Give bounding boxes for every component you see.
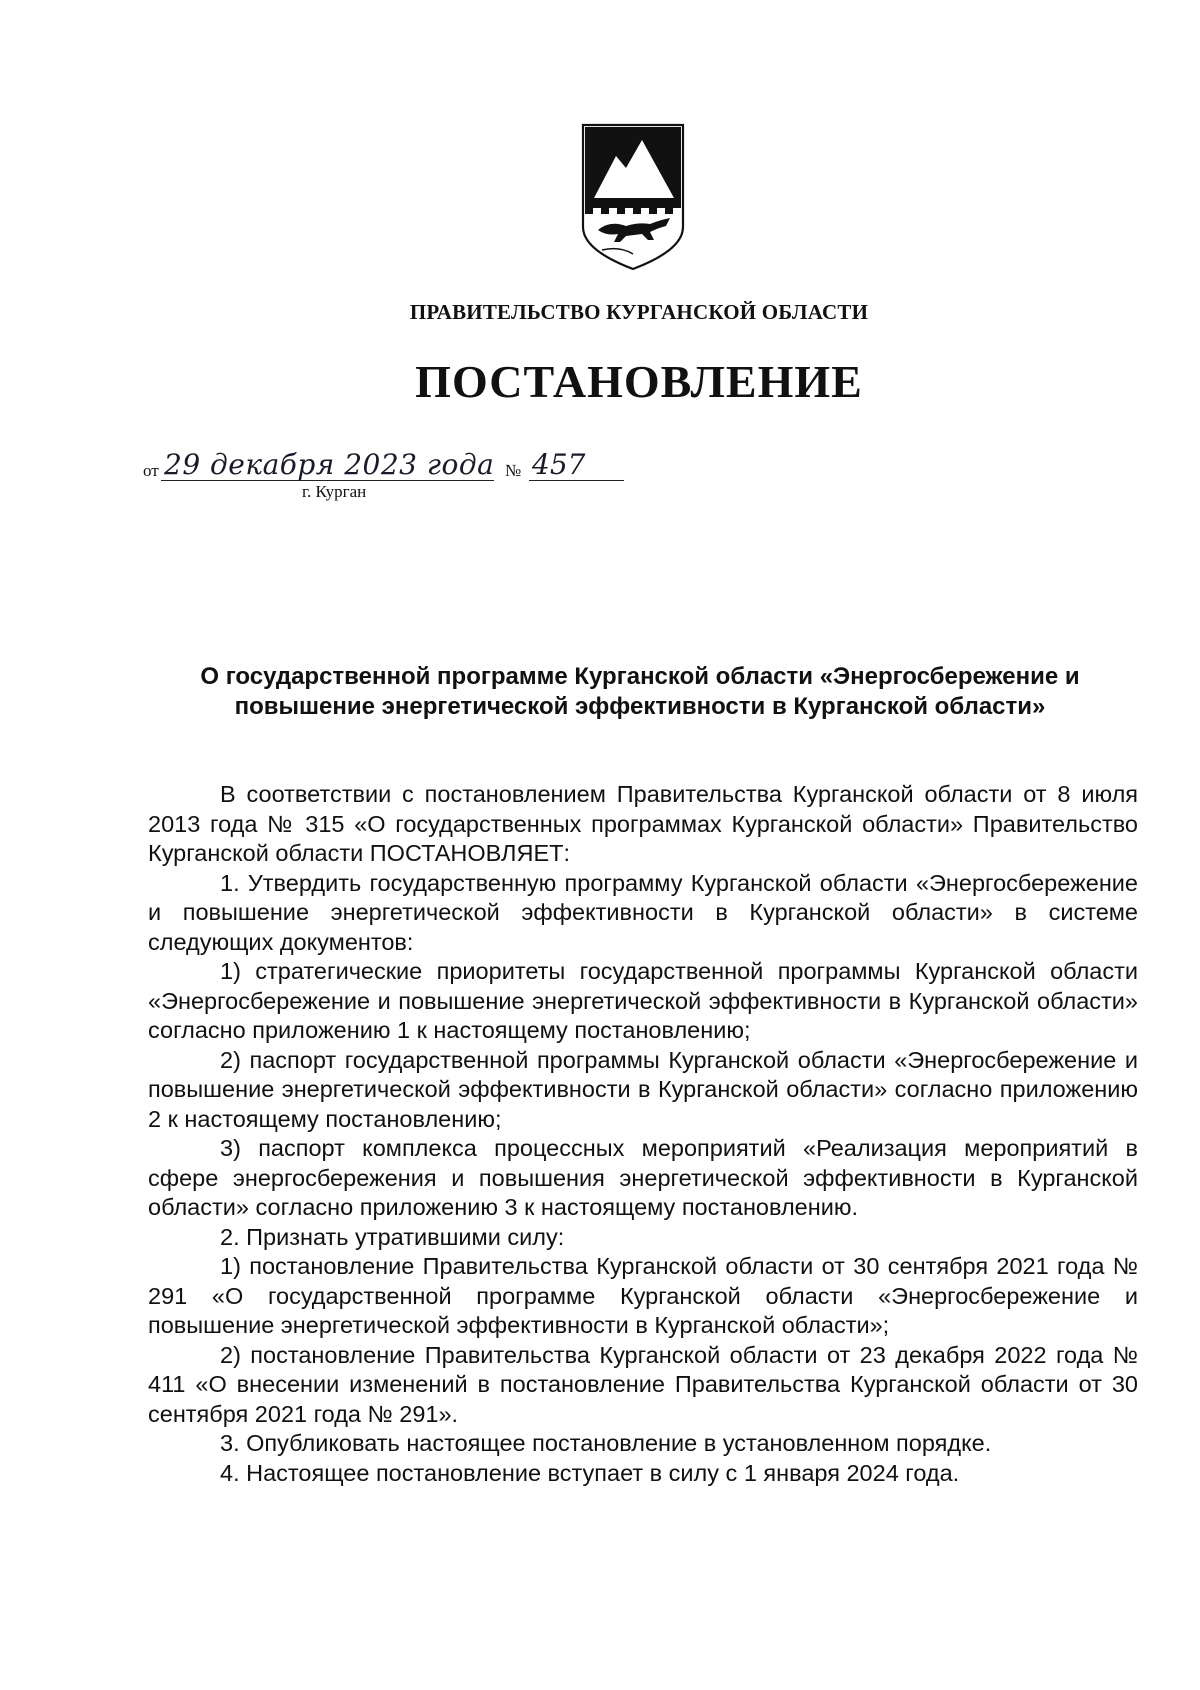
city-label: г. Курган — [302, 482, 367, 501]
government-name: ПРАВИТЕЛЬСТВО КУРГАНСКОЙ ОБЛАСТИ — [409, 300, 869, 324]
paragraph: 2) постановление Правительства Курганской области от 23 декабря 2022 года № 411 «О внесении изменений в постановление Правительства Курганской области от 30 сентября 2021 года № 291». — [148, 1341, 1138, 1427]
coat-of-arms-icon — [580, 122, 686, 272]
date-underline — [161, 480, 494, 481]
paragraph: 3) паспорт комплекса процессных мероприятий «Реализация мероприятий в сфере энергосбережения и повышения энергетической эффективности в Курганской области» согласно приложению 3 к настоящему постановлению. — [148, 1135, 1138, 1220]
paragraph: В соответствии с постановлением Правительства Курганской области от 8 июля 2013 года № 315 «О государственных программах Курганской области» Правительство Курганской области ПОСТАНОВЛЯЕТ: — [148, 781, 1138, 866]
paragraph: 2. Признать утратившими силу: — [220, 1223, 565, 1250]
paragraph: 4. Настоящее постановление вступает в силу с 1 января 2024 года. — [220, 1459, 960, 1486]
handwritten-date: 29 декабря 2023 года — [164, 448, 495, 481]
paragraph: 3. Опубликовать настоящее постановление в установленном порядке. — [220, 1430, 992, 1456]
date-prefix: от — [143, 461, 159, 480]
number-underline — [529, 480, 624, 481]
document-title: О государственной программе Курганской области «Энергосбережение и повышение энергетической эффективности в Курганской области» — [200, 663, 1080, 720]
document-type-heading: ПОСТАНОВЛЕНИЕ — [415, 356, 863, 407]
paragraph: 2) паспорт государственной программы Курганской области «Энергосбережение и повышение энергетической эффективности в Курганской области» согласно приложению 2 к настоящему постановлению; — [148, 1046, 1138, 1132]
paragraph: 1. Утвердить государственную программу Курганской области «Энергосбережение и повышение энергетической эффективности в Курганской области» в системе следующих документов: — [148, 869, 1138, 955]
paragraph: 1) постановление Правительства Курганской области от 30 сентября 2021 года № 291 «О государственной программе Курганской области «Энергосбережение и повышение энергетической эффективности в Курганской области»; — [148, 1253, 1138, 1338]
number-prefix: № — [505, 461, 522, 480]
paragraph: 1) стратегические приоритеты государственной программы Курганской области «Энергосбережение и повышение энергетической эффективности в Курганской области» согласно приложению 1 к настоящему постановлению; — [148, 958, 1138, 1043]
handwritten-number: 457 — [532, 448, 586, 481]
registration-line — [140, 440, 660, 500]
document-body — [148, 780, 1138, 1488]
